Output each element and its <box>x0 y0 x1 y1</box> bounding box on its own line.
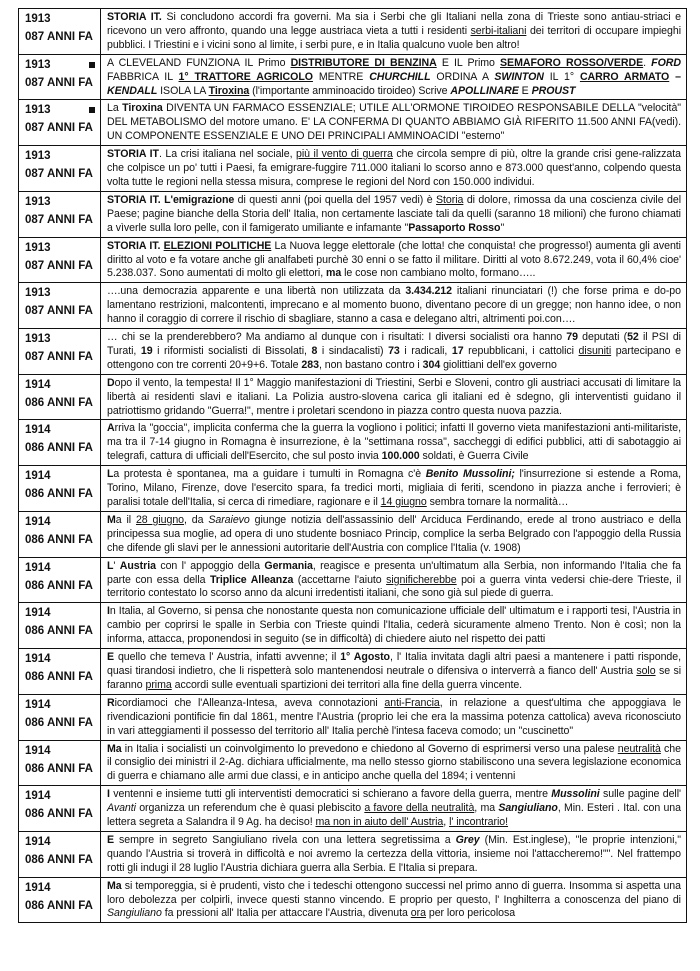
year-label: 1913 <box>25 13 51 25</box>
entry-text: STORIA IT. Si concludono accordi fra governi. Ma sia i Serbi che gli Italiani nella zona di Trieste sono antiau-striaci e ricevono un vero affronto, quando una legge austriaca vieta a tutti i residenti serbi-italiani dei territori di occupare impieghi pubblici. I Triestini e i vicini sono al limite, i serbi pure, e in Italia qualcuno vuole ben altro! <box>107 11 682 51</box>
date-cell <box>19 558 101 603</box>
entry-text: A CLEVELAND FUNZIONA IL Primo DISTRIBUTORE DI BENZINA E IL Primo SEMAFORO ROSSO/VERDE. FORD FABBRICA IL 1° TRATTORE AGRICOLO MENTRE CHURCHILL ORDINA A SWINTON IL 1° CARRO ARMATO –KENDALL ISOLA LA Tiroxina (l'importante amminoacido tiroideo) Scrive APOLLINARE E PROUST <box>107 56 681 97</box>
year-label: 1913 <box>25 287 51 300</box>
years-ago-label: 086 ANNI FA <box>25 762 93 775</box>
years-ago-label: 086 ANNI FA <box>25 625 93 638</box>
timeline-row <box>18 511 687 557</box>
date-cell <box>19 512 101 557</box>
date-cell <box>19 466 101 511</box>
timeline-row <box>18 237 687 283</box>
timeline-row <box>18 145 687 191</box>
year-label: 1914 <box>25 744 51 757</box>
date-cell <box>19 100 101 145</box>
years-ago-label: 087 ANNI FA <box>25 122 93 135</box>
years-ago-label: 087 ANNI FA <box>25 76 93 89</box>
years-ago-label: 087 ANNI FA <box>25 213 93 226</box>
date-cell <box>19 695 101 740</box>
date-cell <box>19 786 101 831</box>
years-ago-label: 086 ANNI FA <box>25 579 93 592</box>
entry-text: STORIA IT. ELEZIONI POLITICHE La Nuova legge elettorale (che lotta! che conquista! che progresso!) aumenta gli aventi diritto al voto e fa votare anche gli analfabeti purchè 30 enni o se fatto il militare. Diritti al voto 8.672.249, vota il 60,4% cioe' 5.238.037. Sono aumentati di molto gli elettori, ma le cose non cambiano molto, formano….. <box>107 239 681 280</box>
year-label: 1914 <box>25 561 51 574</box>
entry-text: E quello che temeva l' Austria, infatti avvenne; il 1° Agosto, l' Italia invitata dagli altri paesi a mantenere i patti risponde, quasi tirandosi indietro, che li rispetterà solo mantenendosi neutrale o difensiva o interverrà a fianco dell' Austria solo se si faranno prima accordi sulle eventuali spartizioni dei territori alla fine della guerra vincente. <box>107 651 682 691</box>
entry-text: E sempre in segreto Sangiuliano rivela con una lettera segretissima a Grey (Min. Est.inglese), "le proprie intenzioni," quando l'Austria si troverà in difficoltà e noi avremo la certezza della vittoria, insieme noi l'attaccheremo!"". Nel frattempo rotti gli indugi il 28 luglio l'Austria dichiara guerra alla Serbia. E l'Italia si prepara. <box>107 833 681 874</box>
entry-text: Ma in Italia i socialisti un coinvolgimento lo prevedono e chiedono al Governo di esprimersi verso una palese neutralità che il consiglio dei ministri il 2-Ag. dichiara ufficialmente, ma nello stesso giorno stabiliscono una severa legislazione economica di guerra e chiamano alle armi due classi, e in anticipo anche quella del 1894; i ventenni <box>107 742 681 783</box>
entry-text: Dopo il vento, la tempesta! Il 1° Maggio manifestazioni di Triestini, Serbi e Sloveni, contro gli austriaci accusati di limitare la libertà ai residenti slavi e italiani. La Polizia austro-slovena carica gli italiani ed è sdegno, gli interventisti guidano il patriottismo gridando "Guerra!", mentre i proletari scendono in piazza contro questa nuova pazzia. <box>107 376 681 417</box>
year-label: 1914 <box>25 881 51 894</box>
date-cell <box>19 878 101 923</box>
year-label: 1914 <box>25 835 51 848</box>
date-cell <box>19 649 101 694</box>
year-label: 1914 <box>25 653 51 666</box>
date-cell <box>19 832 101 877</box>
entry-text: STORIA IT. L'emigrazione di questi anni (poi quella del 1957 vedi) è Storia di dolore, rimossa da una coscienza civile del Paese; pagine bianche della Storia dell' Italia, non certamente lasciate tali da quelli (saranno 18 milioni) che furono chiamati a vìverle sulla loro pelle, con il famigerato umiliante e infamante "Passaporto Rosso" <box>107 193 681 234</box>
timeline-row <box>18 557 687 603</box>
date-cell <box>19 329 101 374</box>
timeline-row <box>18 694 687 740</box>
year-label: 1913 <box>25 57 100 73</box>
year-label: 1914 <box>25 378 51 391</box>
years-ago-label: 086 ANNI FA <box>25 853 93 866</box>
entry-text: ….una democrazia apparente e una libertà non utilizzata da 3.434.212 italiani rinunciatari (!) che forse prima e do-po lamentano restrizioni, malcontenti, imprecano e al momento buono, diventano pecore di un gregge; non hanno idee, o non hanno il coraggio di correre il rischio di sbagliare, stanno a casa e delegano altri, altrimenti poi.con…. <box>107 285 681 326</box>
entry-text: STORIA IT. La crisi italiana nel sociale, più il vento di guerra che circola sempre di più, oltre la grande crisi gene-ralizzata che colpisce un po' tutti i Paesi, fa emigrare-fuggire 711.000 italiani lo scorso anno e 873.000 quest'anno, colpendo questa volta tutte le regioni nella stessa misura, comprese le regioni del Nord con 150.000 individui. <box>107 148 681 188</box>
date-cell <box>19 9 101 54</box>
years-ago-label: 086 ANNI FA <box>25 899 93 912</box>
years-ago-label: 086 ANNI FA <box>25 396 93 409</box>
timeline-row <box>18 465 687 511</box>
timeline-row <box>18 282 687 328</box>
years-ago-label: 086 ANNI FA <box>25 533 93 546</box>
year-label: 1914 <box>25 470 51 483</box>
year-label: 1913 <box>25 333 51 346</box>
timeline-row <box>18 740 687 786</box>
date-cell <box>19 420 101 465</box>
bullet-marker <box>89 62 95 68</box>
years-ago-label: 086 ANNI FA <box>25 716 93 729</box>
entry-text: Ricordiamoci che l'Alleanza-Intesa, aveva connotazioni anti-Francia, in relazione a quest'ultima che appoggiava le rivendicazioni pontificie fin dal 1861, mentre l'Austria (proprio lei che era la massima potenza cattolica) aveva riconosciuto in vari atteggiamenti il possesso del territorio all' Italia perchè l'intesa faceva comodo; un "cuscinetto" <box>107 696 681 737</box>
year-label: 1914 <box>25 790 51 803</box>
entry-text: L' Austria con l' appoggio della Germania, reagisce e presenta un'ultimatum alla Serbia, non informando l'Italia che fa parte con essa della Triplice Alleanza (accettarne l'aiuto significherebbe poi a guerra vinta vedersi chie-dere Trieste, il territorio contestato lo scorso anno da alcuni irredentisti italiani, che sono già sul piede di guerra. <box>107 559 681 600</box>
entry-text: Ma si temporeggia, si è prudenti, visto che i tedeschi ottengono successi nel primo anno di guerra. Insomma si aspetta una loro debolezza per colpirli, invece questi stanno vincendo. E proprio per questo, l' Inghilterra a conoscenza del piano di Sangiuliano fa pressioni all' Italia per attaccare l'Austria, divenuta ora per loro pericolosa <box>107 879 681 920</box>
timeline-row <box>18 191 687 237</box>
year-label: 1913 <box>25 195 51 208</box>
years-ago-label: 086 ANNI FA <box>25 442 93 455</box>
entry-text: La protesta è spontanea, ma a guidare i tumulti in Romagna c'è Benito Mussolini; l'insurrezione si estende a Roma, Torino, Milano, Firenze, dove l'esercito spara, fa tredici morti, migliaia di feriti, scendono in piazza anche i ferrovieri; è paralisi totale dell'Italia, si cerca di rimediare, ragionare e il 14 giugno sembra tornare la normalità… <box>107 468 681 508</box>
years-ago-label: 087 ANNI FA <box>25 351 93 364</box>
date-cell <box>19 55 101 100</box>
years-ago-label: 087 ANNI FA <box>25 259 93 272</box>
date-cell <box>19 238 101 283</box>
year-label: 1914 <box>25 607 51 620</box>
entry-text: In Italia, al Governo, si pensa che nonostante questa non comunicazione ufficiale dell' ultimatum e i rapporti tesi, l'Austria in cambio per coprirsi le spalle in Serbia con Trieste quindi l'Italia, cederà sicuramente almeno Trento. Non è così; non la informa, attacca, proponendosi in seguito (se in difficoltà) di chiedere aiuto nel rispetto dei patti <box>107 605 681 646</box>
years-ago-label: 086 ANNI FA <box>25 488 93 501</box>
year-label: 1914 <box>25 515 51 528</box>
date-cell <box>19 741 101 786</box>
timeline-row <box>18 328 687 374</box>
timeline-row <box>18 54 687 100</box>
date-cell <box>19 375 101 420</box>
years-ago-label: 087 ANNI FA <box>25 305 93 318</box>
timeline-row <box>18 785 687 831</box>
date-cell <box>19 283 101 328</box>
entry-text: Arriva la "goccia", implicita conferma che la guerra la vogliono i politici; infatti Il governo vieta manifestazioni anti-militariste, ma tra il 7-14 giugno in Romagna è insurrezione, è la "settimana rossa", saccheggi di edifici pubblici, atti di sabotaggio ai telegrafi, cattura di ufficiali dell'Esercito, che sul posto invia 100.000 soldati, è Guerra Civile <box>107 422 681 463</box>
entry-text: I ventenni e insieme tutti gli interventisti democratici si schierano a favore della guerra, mentre Mussolini sulle pagine dell' Avanti organizza un referendum che è quasi plebiscito a favore della neutralità, ma Sangiuliano, Min. Esteri . Ital. con una lettera segreta a Salandra il 9 Ag. ha deciso! ma non in aiuto dell' Austria, l' incontrario! <box>107 788 681 829</box>
entry-text: La Tiroxina DIVENTA UN FARMACO ESSENZIALE; UTILE ALL'ORMONE TIROIDEO RESPONSABILE DELLA "velocità" DEL METABOLISMO del motore umano. E' LA CONFERMA DI QUANTO ABBIAMO GIÀ RIFERITO 11.500 ANNI FA(vedi). UN COMPONENTE ESSENZIALE E UNO DEI PRINCIPALI AMMINOACIDI "esterno" <box>107 102 681 143</box>
years-ago-label: 086 ANNI FA <box>25 808 93 821</box>
year-label: 1913 <box>25 241 51 254</box>
date-cell <box>19 146 101 191</box>
entry-text: Ma il 28 giugno, da Saraievo giunge notizia dell'assassinio dell' Arciduca Ferdinando, erede al trono austriaco e della principessa sua moglie, ad opera di uno studente bosniaco Princip, complice la serba Belgrado con l'appoggio della Russia che difende gli slavi per le annessioni autoritarie dell'Austria con complice l'Italia (v. 1908) <box>107 513 681 554</box>
timeline-row <box>18 831 687 877</box>
years-ago-label: 087 ANNI FA <box>25 31 93 43</box>
timeline-table <box>18 8 687 923</box>
timeline-row <box>18 419 687 465</box>
timeline-row <box>18 877 687 924</box>
date-cell <box>19 603 101 648</box>
timeline-row <box>18 648 687 694</box>
year-label: 1914 <box>25 698 51 711</box>
years-ago-label: 086 ANNI FA <box>25 671 93 684</box>
timeline-row <box>18 8 687 54</box>
year-label: 1913 <box>25 102 100 118</box>
date-cell <box>19 192 101 237</box>
timeline-row <box>18 99 687 145</box>
timeline-row <box>18 374 687 420</box>
years-ago-label: 087 ANNI FA <box>25 168 93 181</box>
bullet-marker <box>89 107 95 113</box>
year-label: 1913 <box>25 150 51 163</box>
entry-text: … chi se la prenderebbero? Ma andiamo al dunque con i risultati: I diversi socialisti ora hanno 79 deputati (52 il PSI di Turati, 19 i riformisti socialisti di Bissolati, 8 i sindacalisti) 73 i radicali, 17 repubblicani, i cattolici disuniti partecipano e ottengono con tre correnti 20+9+6. Totale 283, non bastano contro i 304 giolittiani dell'ex governo <box>107 331 681 371</box>
year-label: 1914 <box>25 424 51 437</box>
timeline-row <box>18 602 687 648</box>
